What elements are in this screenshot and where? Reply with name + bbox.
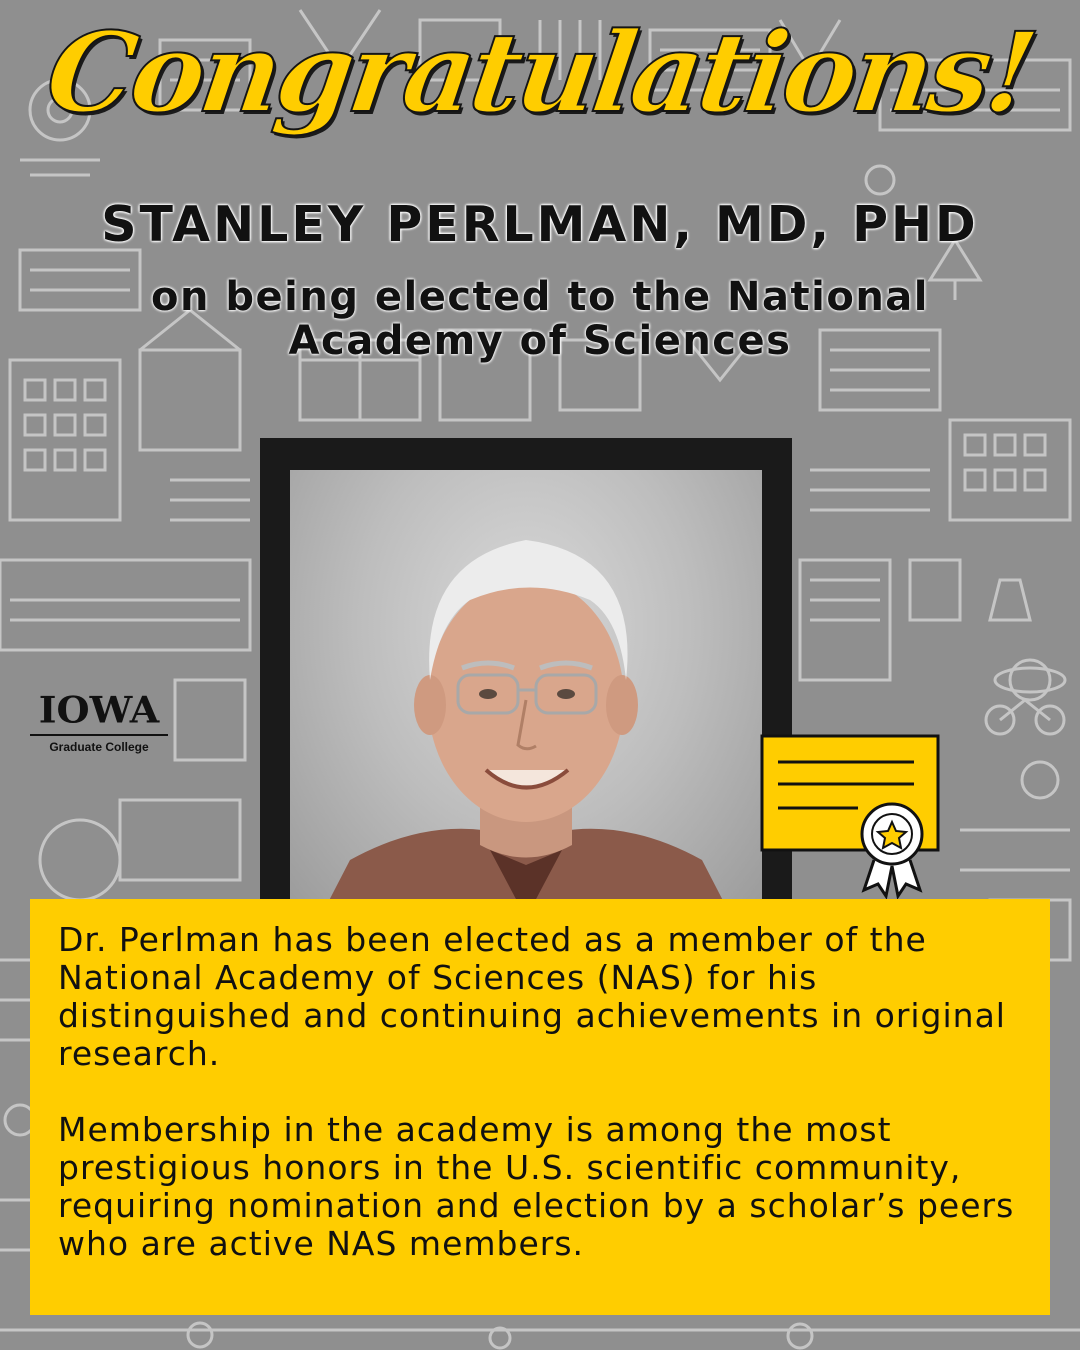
logo-wordmark: IOWA	[38, 688, 160, 731]
congratulations-headline: Congratulations!	[39, 8, 1041, 137]
certificate-icon	[756, 730, 946, 900]
logo-divider	[30, 734, 168, 736]
iowa-graduate-college-logo	[30, 688, 168, 754]
election-subtitle: on being elected to the National Academy of Sciences	[150, 274, 930, 364]
photo-frame	[260, 438, 792, 918]
honoree-name: STANLEY PERLMAN, MD, PHD	[101, 196, 979, 253]
portrait-photo	[290, 470, 762, 918]
announcement-paragraph-1: Dr. Perlman has been elected as a member of the National Academy of Sciences (NAS) for his distinguished and continuing achievements in original research.	[58, 920, 1006, 1073]
announcement-paragraph-2: Membership in the academy is among the most prestigious honors in the U.S. scientific community, requiring nomination and election by a scholar’s peers who are active NAS members.	[58, 1110, 1015, 1263]
announcement-box	[30, 899, 1050, 1315]
portrait-illustration	[290, 470, 762, 918]
logo-subtitle: Graduate College	[49, 740, 149, 754]
